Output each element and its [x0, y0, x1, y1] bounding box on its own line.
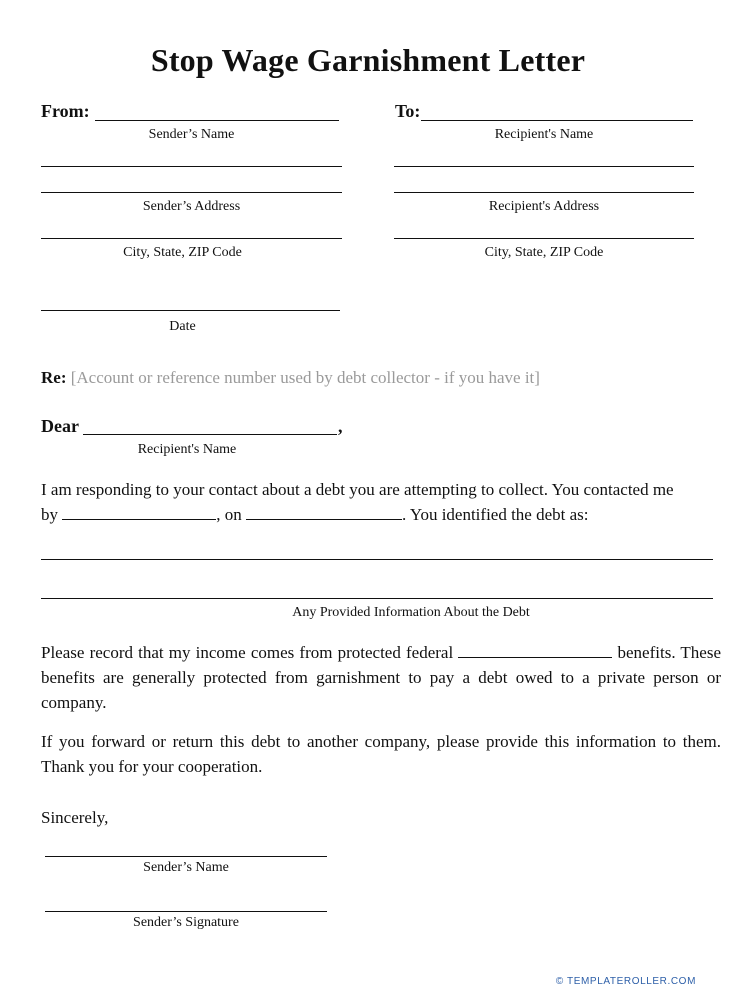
from-label: From: — [41, 101, 90, 121]
paragraph-2-end: benefits. These benefits are generally protected from garnishment to pay a debt owed to a private person or company. — [41, 643, 722, 712]
identified-text: . You identified the debt as: — [402, 505, 589, 524]
recipient-city-line[interactable] — [394, 238, 694, 239]
page-title: Stop Wage Garnishment Letter — [150, 42, 586, 78]
paragraph-3: If you forward or return this debt to another company, please provide this information to them. Thank you for your cooperation. — [41, 732, 721, 776]
sender-name-line[interactable] — [95, 120, 339, 121]
recipient-address-line-1[interactable] — [394, 166, 694, 167]
closing-name-line[interactable] — [45, 856, 327, 857]
sender-address-caption: Sender’s Address — [142, 199, 241, 214]
debt-info-line-1[interactable] — [41, 559, 713, 560]
signature-caption: Sender’s Signature — [133, 915, 239, 930]
footer-brand[interactable]: © TEMPLATEROLLER.COM — [555, 976, 696, 987]
salutation-caption: Recipient's Name — [137, 442, 237, 457]
re-line — [41, 365, 540, 390]
debt-info-caption: Any Provided Information About the Debt — [292, 605, 530, 620]
sender-address-line-1[interactable] — [41, 166, 342, 167]
re-label: Re: — [41, 368, 67, 387]
paragraph-2 — [41, 640, 721, 715]
recipient-name-caption: Recipient's Name — [494, 127, 594, 142]
recipient-address-caption: Recipient's Address — [488, 199, 600, 214]
benefits-type-blank[interactable] — [458, 642, 612, 658]
sender-city-caption: City, State, ZIP Code — [123, 245, 242, 260]
sender-name-caption: Sender’s Name — [148, 127, 235, 142]
recipient-city-caption: City, State, ZIP Code — [484, 245, 604, 260]
sender-address-line-2[interactable] — [41, 192, 342, 193]
to-label: To: — [395, 101, 421, 121]
date-caption: Date — [169, 319, 196, 334]
recipient-name-line[interactable] — [421, 120, 693, 121]
salutation-comma: , — [338, 416, 343, 436]
paragraph-1-line-1: I am responding to your contact about a debt you are attempting to collect. You contacted me — [41, 480, 674, 499]
sender-city-line[interactable] — [41, 238, 342, 239]
contact-method-blank[interactable] — [62, 504, 216, 520]
recipient-address-line-2[interactable] — [394, 192, 694, 193]
contact-date-blank[interactable] — [246, 504, 402, 520]
closing-name-caption: Sender’s Name — [143, 860, 229, 875]
debt-info-line-2[interactable] — [41, 598, 713, 599]
paragraph-2-start: Please record that my income comes from protected federal — [41, 643, 454, 662]
date-line[interactable] — [41, 310, 340, 311]
paragraph-1-line-2 — [41, 502, 589, 527]
signature-line[interactable] — [45, 911, 327, 912]
salutation-name-line[interactable] — [83, 434, 337, 435]
re-placeholder[interactable]: Account or reference number used by debt collector - if you have it — [76, 368, 535, 387]
re-close-bracket: ] — [534, 368, 540, 387]
re-open-bracket: [ — [70, 368, 77, 387]
dear-label: Dear — [41, 416, 79, 436]
by-text: by — [41, 505, 58, 524]
closing-sincerely: Sincerely, — [41, 808, 109, 827]
on-text: , on — [216, 505, 242, 524]
